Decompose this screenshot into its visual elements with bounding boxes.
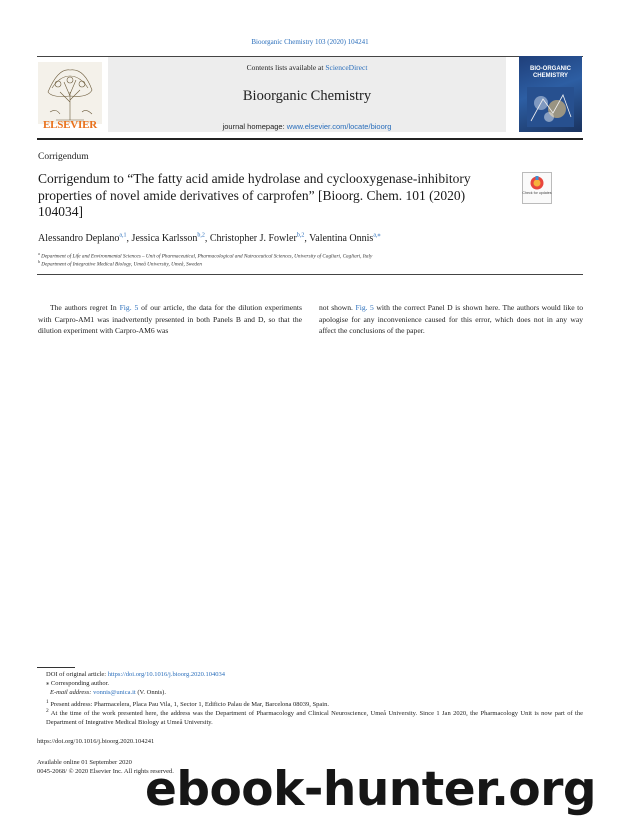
homepage-link[interactable]: www.elsevier.com/locate/bioorg xyxy=(286,122,392,131)
journal-cover-title: BIO-ORGANIC CHEMISTRY xyxy=(530,66,571,79)
author: Alessandro Deplano$^{a,1}$, xyxy=(38,233,132,245)
body-column-left: The authors regret In Fig. 5 of our article, the data for the dilution experiments with Carpro-AM1 was inadvertently presented in both Panels B and D, so that the dilution experiment with Carpro-AM6 was xyxy=(38,303,302,336)
check-updates-icon xyxy=(523,173,551,191)
article-doi-link[interactable]: https://doi.org/10.1016/j.bioorg.2020.104241 xyxy=(37,738,155,745)
elsevier-tree-logo xyxy=(38,62,102,124)
original-doi-note: DOI of original article: https://doi.org/10.1016/j.bioorg.2020.104034 xyxy=(46,671,226,678)
fig5-link[interactable]: Fig. 5 xyxy=(355,303,374,312)
journal-reference[interactable]: Bioorganic Chemistry 103 (2020) 104241 xyxy=(251,38,369,46)
article-type: Corrigendum xyxy=(38,152,89,162)
footnote-rule xyxy=(37,667,75,668)
homepage-prefix: journal homepage: xyxy=(222,122,287,131)
footnote-2: $^2$ At the time of the work presented here, the address was the Department of Pharmacology and Clinical Neuroscience, Umeå University. Since 1 Jan 2020, the Pharmacology Unit is now part of the Department of Integrative Medical Biology at Umeå University. xyxy=(46,708,583,726)
cover-artwork xyxy=(527,87,574,127)
check-for-updates-button[interactable] xyxy=(522,172,552,204)
affiliation-b: $^b$ Department of Integrative Medical Biology, Umeå University, Umeå, Sweden xyxy=(38,259,202,268)
author-affiliation-mark[interactable]: a,⁎ xyxy=(373,233,381,239)
sciencedirect-link[interactable]: ScienceDirect xyxy=(325,63,368,72)
body-column-right: not shown. Fig. 5 with the correct Panel D is shown here. The authors would like to apologise for any inconvenience caused for this error, which does not in any way affect the conclusions of the paper. xyxy=(319,303,583,336)
contents-prefix: Contents lists available at xyxy=(246,63,326,72)
journal-title: Bioorganic Chemistry xyxy=(242,88,372,104)
author-affiliation-mark[interactable]: a,1 xyxy=(119,233,127,239)
journal-homepage xyxy=(108,122,506,131)
email-note: E-mail address: vonnis@unica.it (V. Onnis). xyxy=(50,689,166,696)
author-affiliation-mark[interactable]: b,2 xyxy=(296,233,305,239)
article-title: Corrigendum to “The fatty acid amide hydrolase and cyclooxygenase-inhibitory properties of novel amide derivatives of carprofen” [Bioorg. Chem. 101 (2020) 104034] xyxy=(38,171,471,219)
author-affiliation-mark[interactable]: b,2 xyxy=(197,233,205,239)
author: Christopher J. Fowler$^{b,2}$, xyxy=(209,233,310,245)
corresponding-note: ⁎ Corresponding author. xyxy=(46,680,110,687)
author-list xyxy=(38,232,380,244)
header-rule-bottom xyxy=(37,138,583,140)
footnote-1: $^1$ Present address: Pharmacelera, Placa Pau Vila, 1, Sector 1, Edificio Palau de Mar, Barcelona 08039, Spain. xyxy=(46,699,329,709)
fig5-link[interactable]: Fig. 5 xyxy=(119,303,139,312)
email-link[interactable]: vonnis@unica.it xyxy=(93,689,136,696)
affiliation-a: $^a$ Department of Life and Environmental Sciences – Unit of Pharmaceutical, Pharmacological and Nutraceutical Sciences, University of Cagliari, Cagliari, Italy xyxy=(38,251,373,260)
check-for-updates-label: Check for updates xyxy=(522,191,552,195)
available-online: Available online 01 September 2020 xyxy=(37,759,132,766)
elsevier-logo-text: ELSEVIER xyxy=(42,119,98,131)
contents-line xyxy=(108,63,506,72)
head-rule xyxy=(37,274,583,275)
copyright: 0045-2068/ © 2020 Elsevier Inc. All rights reserved. xyxy=(37,768,174,775)
original-doi-link[interactable]: https://doi.org/10.1016/j.bioorg.2020.104034 xyxy=(107,671,226,678)
author: Jessica Karlsson$^{b,2}$, xyxy=(131,233,210,245)
watermark-text: ebook-hunter.org xyxy=(145,762,597,817)
author: Valentina Onnis$^{a,⁎}$ xyxy=(309,233,381,245)
